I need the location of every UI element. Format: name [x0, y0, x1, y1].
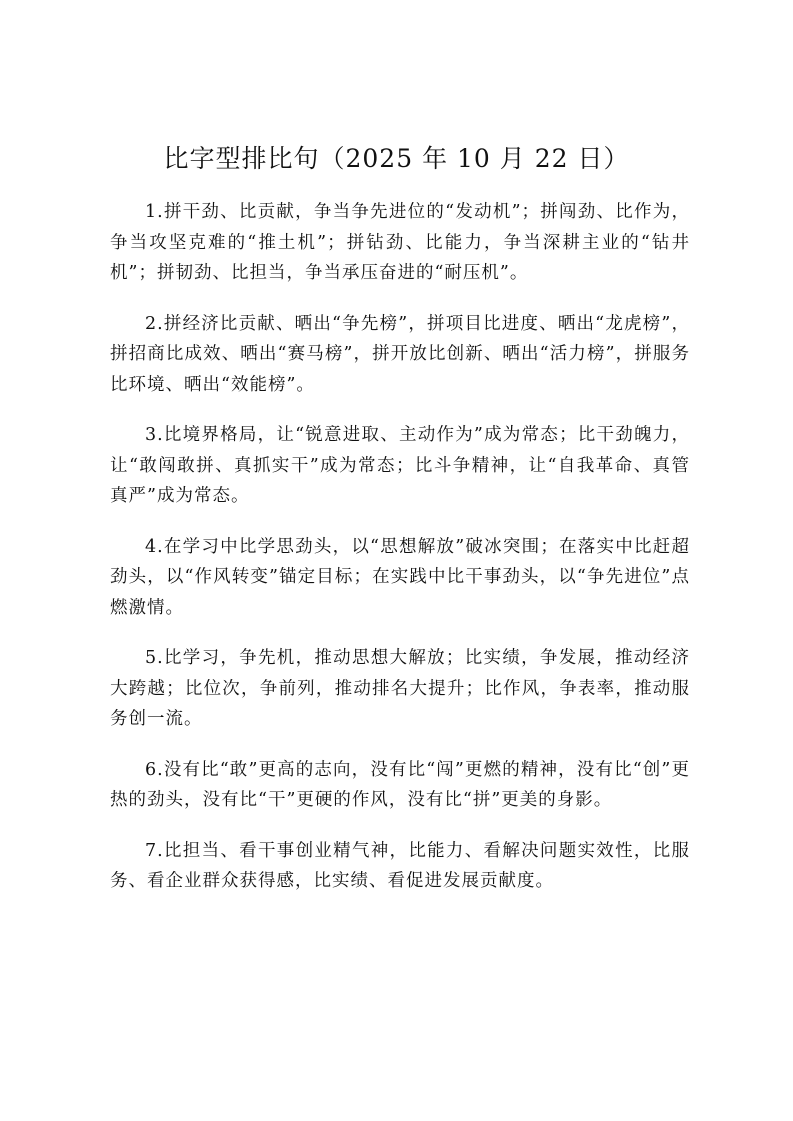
- document-body: [110, 197, 690, 917]
- paragraph-2: 2.拼经济比贡献、晒出“争先榜”，拼项目比进度、晒出“龙虎榜”，拼招商比成效、晒出“赛马榜”，拼开放比创新、晒出“活力榜”，拼服务比环境、晒出“效能榜”。: [110, 313, 690, 395]
- paragraph-5: 5.比学习，争先机，推动思想大解放；比实绩，争发展，推动经济大跨越；比位次，争前列，推动排名大提升；比作风，争表率，推动服务创一流。: [110, 648, 690, 729]
- document-title: 比字型排比句（2025 年 10 月 22 日）: [163, 144, 630, 173]
- paragraph-1: 1.拼干劲、比贡献，争当争先进位的“发动机”；拼闯劲、比作为，争当攻坚克难的“推土机”；拼钻劲、比能力，争当深耕主业的“钻井机”；拼韧劲、比担当，争当承压奋进的“耐压机”。: [110, 202, 690, 283]
- paragraph-4: 4.在学习中比学思劲头，以“思想解放”破冰突围；在落实中比赶超劲头，以“作风转变”锚定目标；在实践中比干事劲头，以“争先进位”点燃激情。: [110, 536, 690, 618]
- paragraph-6: 6.没有比“敢”更高的志向，没有比“闯”更燃的精神，没有比“创”更热的劲头，没有比“干”更硬的作风，没有比“拼”更美的身影。: [110, 759, 690, 810]
- paragraph-3: 3.比境界格局，让“锐意进取、主动作为”成为常态；比干劲魄力，让“敢闯敢拼、真抓实干”成为常态；比斗争精神，让“自我革命、真管真严”成为常态。: [110, 425, 690, 506]
- paragraph-7: 7.比担当、看干事创业精气神，比能力、看解决问题实效性，比服务、看企业群众获得感，比实绩、看促进发展贡献度。: [110, 840, 690, 891]
